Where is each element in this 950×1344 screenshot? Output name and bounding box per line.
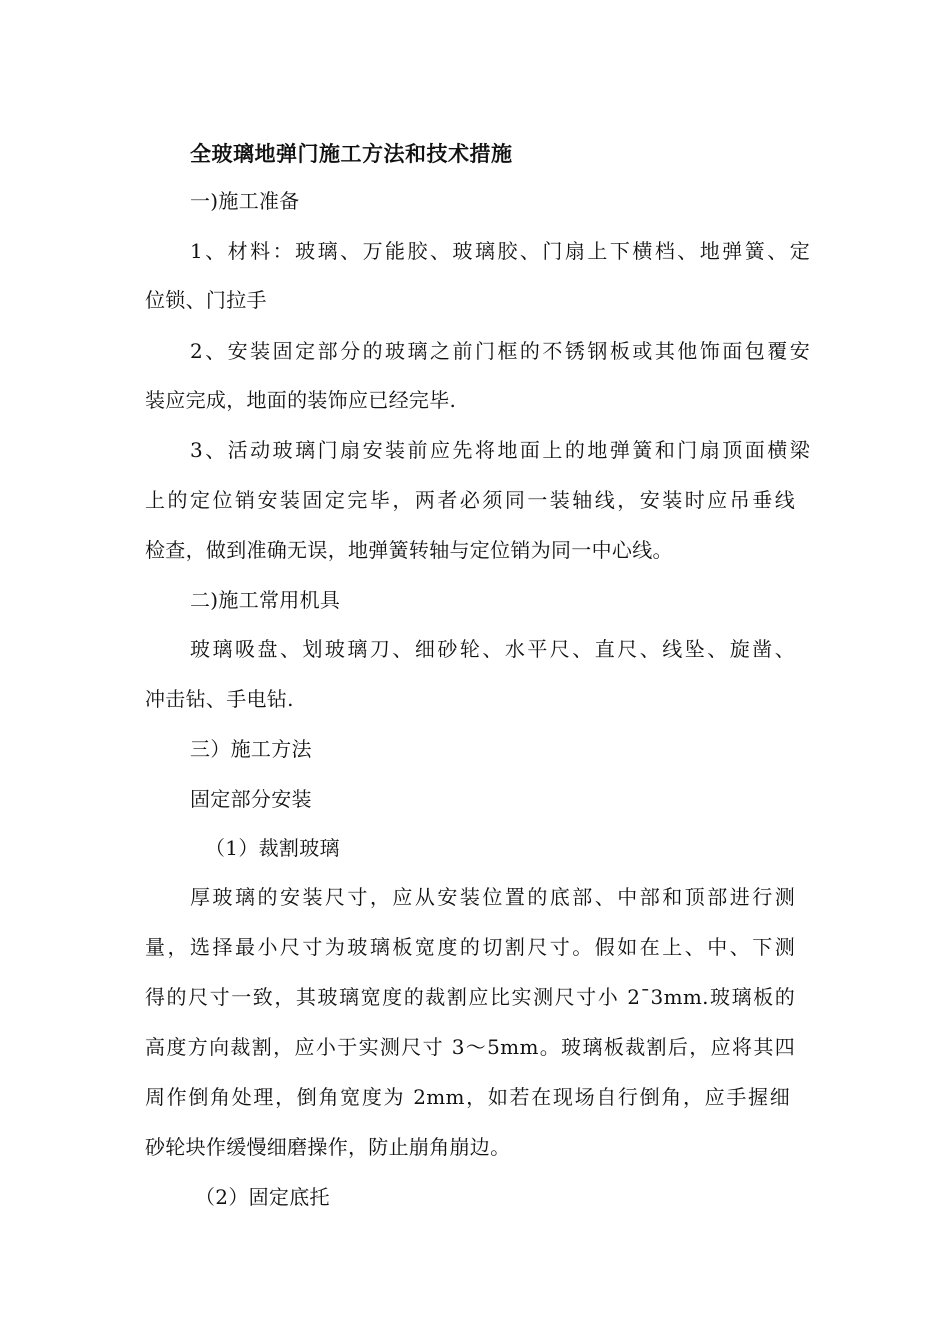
step2-heading: （2）固定底托 [195, 1185, 330, 1209]
section1-heading: 一)施工准备 [190, 189, 300, 213]
item2-line2: 装应完成，地面的装饰应已经完毕. [145, 388, 457, 412]
item1-line2: 位锁、门拉手 [145, 288, 267, 312]
step1-heading: （1）裁割玻璃 [205, 836, 340, 860]
step1-line2: 量，选择最小尺寸为玻璃板宽度的切割尺寸。假如在上、中、下测 [145, 935, 795, 959]
step1-line3: 得的尺寸一致，其玻璃宽度的裁割应比实测尺寸小 2¯3mm.玻璃板的 [145, 985, 795, 1009]
subsection-heading: 固定部分安装 [190, 787, 312, 811]
tools-line2: 冲击钻、手电钻. [145, 687, 294, 711]
step1-line6: 砂轮块作缓慢细磨操作，防止崩角崩边。 [145, 1135, 511, 1159]
section2-heading: 二)施工常用机具 [190, 588, 341, 612]
item3-line2: 上的定位销安装固定完毕，两者必须同一装轴线，安装时应吊垂线 [145, 488, 795, 512]
document-title: 全玻璃地弹门施工方法和技术措施 [190, 141, 513, 166]
step1-line1: 厚玻璃的安装尺寸，应从安装位置的底部、中部和顶部进行测 [190, 885, 795, 909]
step1-line4: 高度方向裁割，应小于实测尺寸 3～5mm。玻璃板裁割后，应将其四 [145, 1035, 795, 1059]
item2-line1: 2、安装固定部分的玻璃之前门框的不锈钢板或其他饰面包覆安 [190, 339, 810, 363]
step1-line5: 周作倒角处理，倒角宽度为 2mm，如若在现场自行倒角，应手握细 [145, 1085, 790, 1109]
section3-heading: 三）施工方法 [190, 737, 312, 761]
item3-line1: 3、活动玻璃门扇安装前应先将地面上的地弹簧和门扇顶面横梁 [190, 438, 810, 462]
tools-line1: 玻璃吸盘、划玻璃刀、细砂轮、水平尺、直尺、线坠、旋凿、 [190, 637, 795, 661]
item3-line3: 检查，做到准确无误，地弹簧转轴与定位销为同一中心线。 [145, 538, 673, 562]
item1-line1: 1、材料：玻璃、万能胶、玻璃胶、门扇上下横档、地弹簧、定 [190, 239, 810, 263]
